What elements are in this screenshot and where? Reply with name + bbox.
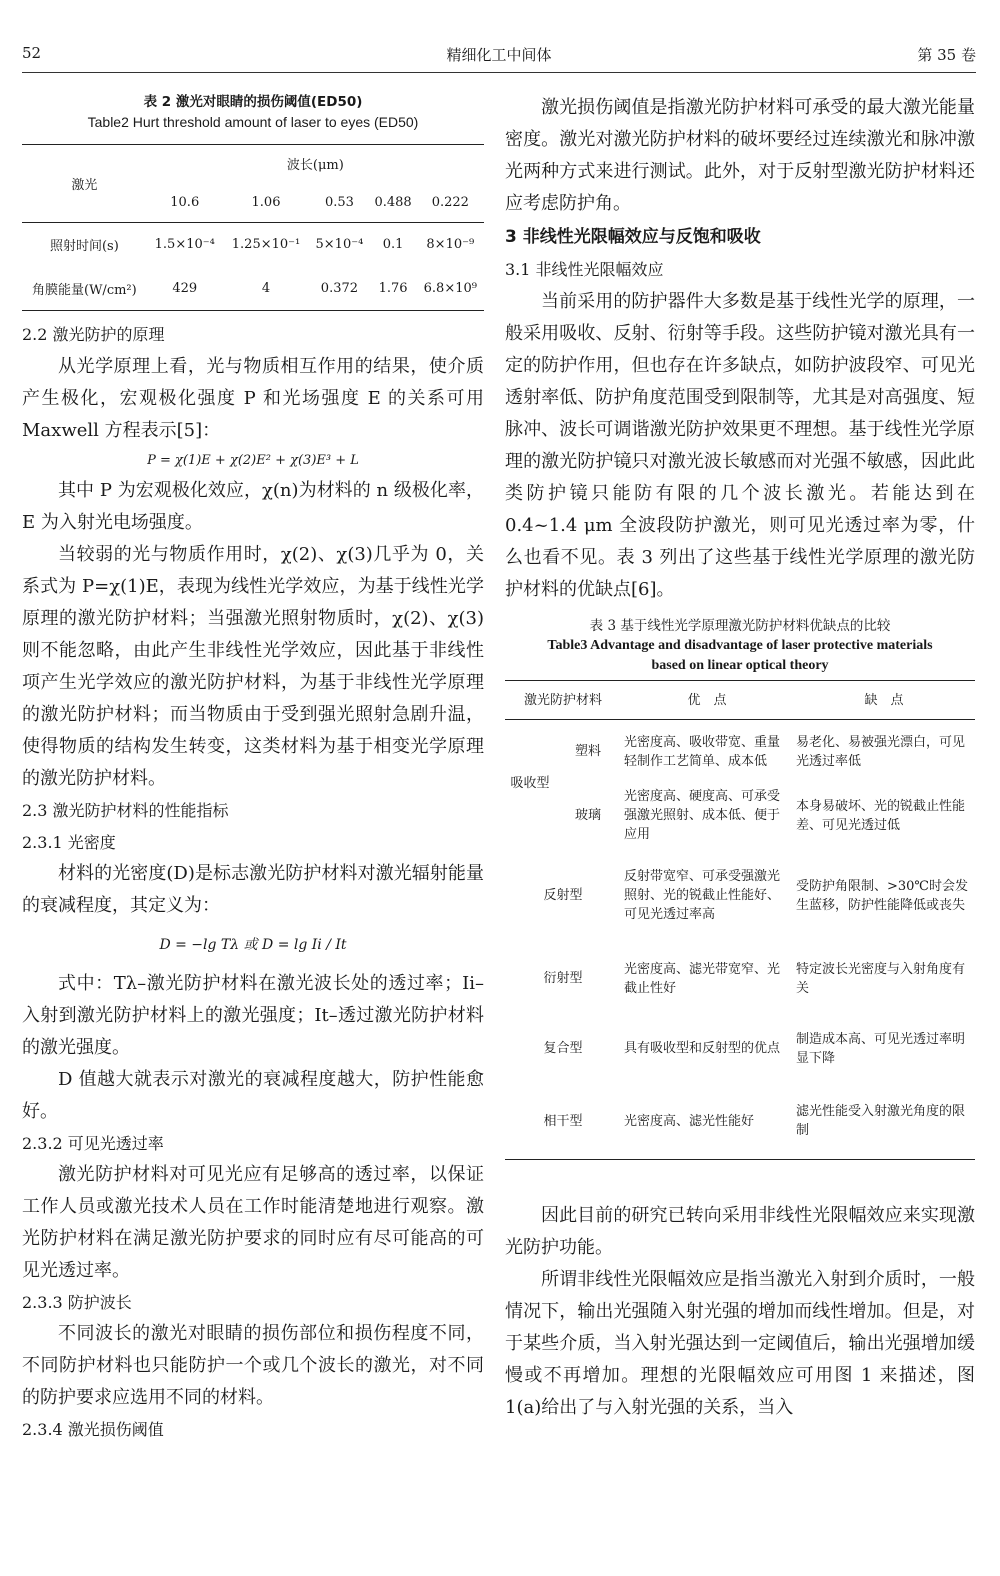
table2-row-label: 照射时间(s) <box>22 223 147 267</box>
table3-caption-en-line2: based on linear optical theory <box>651 658 829 673</box>
table2-cell: 6.8×10⁹ <box>417 267 484 311</box>
paragraph: 式中：Tλ–激光防护材料在激光波长处的透过率；Ii–入射到激光防护材料上的激光强度；It–透过激光防护材料的激光强度。 <box>22 973 484 1058</box>
section-2-3-2-title: 2.3.2 可见光透过率 <box>22 1134 164 1153</box>
table2-cell: 1.76 <box>370 267 417 311</box>
table-row <box>22 267 484 311</box>
table2-row-header: 激光 <box>22 145 147 223</box>
paragraph: 所谓非线性光限幅效应是指当激光入射到介质时，一般情况下，输出光强随入射光强的增加而线性增加。但是，对于某些介质，当入射光强达到一定阈值后，输出光强增加缓慢或不再增加。理想的光限幅效应可用图 1 来描述，图 1(a)给出了与入射光强的关系，当入 <box>505 1269 975 1418</box>
table2-wavelength: 10.6 <box>170 194 200 210</box>
table3-con: 易老化、易被强光漂白，可见光透过率低 <box>796 734 966 769</box>
table2-cell: 8×10⁻⁹ <box>417 223 484 267</box>
page-number: 52 <box>22 44 42 62</box>
table3-pro: 反射带宽窄、可承受强激光照射、光的锐截止性能好、可见光透过率高 <box>624 869 781 922</box>
paragraph: 其中 P 为宏观极化效应，χ(n)为材料的 n 级极化率，E 为入射光电场强度。 <box>22 480 484 533</box>
volume-label: 第 35 卷 <box>917 46 976 64</box>
table3-header-pro: 优 点 <box>621 681 793 720</box>
table3-con: 受防护角限制、>30℃时会发生蓝移，防护性能降低或丧失 <box>796 878 968 913</box>
table3-con: 本身易破坏、光的锐截止性能差、可见光透过低 <box>796 798 966 833</box>
table2-cell: 5×10⁻⁴ <box>309 223 369 267</box>
table2-cell: 429 <box>147 267 223 311</box>
paragraph: 从光学原理上看，光与物质相互作用的结果，使介质产生极化，宏观极化强度 P 和光场强度 E 的关系可用 Maxwell 方程表示[5]： <box>22 356 484 441</box>
section-2-3-title: 2.3 激光防护材料的性能指标 <box>22 801 229 820</box>
table3 <box>505 680 975 1160</box>
table3-con: 滤光性能受入射激光角度的限制 <box>793 1084 975 1160</box>
table3-header-material: 激光防护材料 <box>505 681 621 720</box>
table2-cell: 4 <box>223 267 309 311</box>
table3-group-absorb: 吸收型 <box>510 776 550 792</box>
paragraph: D 值越大就表示对激光的衰减程度越大，防护性能愈好。 <box>22 1069 484 1122</box>
table2-wavelength: 0.222 <box>431 194 469 210</box>
table3-material: 复合型 <box>543 1041 583 1056</box>
paragraph: 材料的光密度(D)是标志激光防护材料对激光辐射能量的衰减程度，其定义为： <box>22 863 484 916</box>
table2-row-label: 角膜能量(W/cm²) <box>22 267 147 311</box>
paragraph: 当前采用的防护器件大多数是基于线性光学的原理，一般采用吸收、反射、衍射等手段。这些防护镜对激光具有一定的防护作用，但也存在许多缺点，如防护波段窄、可见光透射率低、防护角度范围受到限制等，尤其是对高强度、短脉冲、波长可调谐激光防护效果更不理想。基于线性光学原理的激光防护镜只对激光波长敏感而对光强不敏感，因此此类防护镜只能防有限的几个波长激光。若能达到在 0.4~1.4 μm 全波段防护激光，则可见光透过率为零，什么也看不见。表 3 列出了这些基于线性光学原理的激光防护材料的优缺点[6]。 <box>505 291 975 600</box>
section-3-1-title: 3.1 非线性光限幅效应 <box>505 260 664 279</box>
running-header <box>22 44 976 70</box>
table-row <box>505 1084 975 1160</box>
paragraph: 因此目前的研究已转向采用非线性光限幅效应来实现激光防护功能。 <box>505 1205 975 1258</box>
table3-material: 衍射型 <box>543 971 583 986</box>
right-column <box>505 92 975 1424</box>
table2 <box>22 144 484 311</box>
section-2-2-title: 2.2 激光防护的原理 <box>22 325 165 344</box>
table3-pro: 光密度高、滤光带宽窄、光截止性好 <box>624 961 781 996</box>
paragraph: 激光防护材料对可见光应有足够高的透过率，以保证工作人员或激光技术人员在工作时能清楚地进行观察。激光防护材料在满足激光防护要求的同时应有尽可能高的可见光透过率。 <box>22 1164 484 1281</box>
section-2-3-3-title: 2.3.3 防护波长 <box>22 1293 132 1312</box>
table2-wavelength: 0.53 <box>324 194 354 210</box>
table2-caption-cn: 表 2 激光对眼睛的损伤阈值(ED50) <box>143 94 363 110</box>
table-row <box>505 720 975 784</box>
table2-cell: 1.25×10⁻¹ <box>223 223 309 267</box>
formula-optical-density: D = −lg Tλ 或 D = lg Ii / It <box>159 937 347 953</box>
table3-caption-en-line1: Table3 Advantage and disadvantage of laser protective materials <box>547 638 933 653</box>
paragraph: 激光损伤阈值是指激光防护材料可承受的最大激光能量密度。激光对激光防护材料的破坏要经过连续激光和脉冲激光两种方式来进行测试。此外，对于反射型激光防护材料还应考虑防护角。 <box>505 97 975 214</box>
table2-cell: 1.5×10⁻⁴ <box>147 223 223 267</box>
table-row <box>505 784 975 848</box>
table-row <box>22 223 484 267</box>
table3-pro: 光密度高、硬度高、可承受强激光照射、成本低、便于应用 <box>624 789 781 842</box>
table2-wavelength: 0.488 <box>374 194 412 210</box>
table3-caption-cn: 表 3 基于线性光学原理激光防护材料优缺点的比较 <box>589 618 891 634</box>
formula-polarization: P = χ(1)E + χ(2)E² + χ(3)E³ + L <box>147 453 359 468</box>
section-2-3-1-title: 2.3.1 光密度 <box>22 833 116 852</box>
table3-header-con: 缺 点 <box>793 681 975 720</box>
table2-group-header: 波长(μm) <box>147 145 484 183</box>
table2-wavelength: 1.06 <box>251 194 281 210</box>
table-row <box>505 944 975 1014</box>
table3-material: 相干型 <box>505 1084 621 1160</box>
table3-material: 反射型 <box>543 888 583 903</box>
paragraph: 当较弱的光与物质作用时，χ(2)、χ(3)几乎为 0，关系式为 P=χ(1)E，表现为线性光学效应，为基于线性光学原理的激光防护材料；当强激光照射物质时，χ(2)、χ(3)则不能忽略，由此产生非线性光学效应，因此基于非线性项产生光学效应的激光防护材料，为基于非线性光学原理的激光防护材料；而当物质由于受到强光照射急剧升温，使得物质的结构发生转变，这类材料为基于相变光学原理的激光防护材料。 <box>22 544 484 789</box>
journal-title: 精细化工中间体 <box>446 46 552 64</box>
table2-cell: 0.1 <box>370 223 417 267</box>
table3-pro: 光密度高、滤光性能好 <box>621 1084 793 1160</box>
table3-pro: 具有吸收型和反射型的优点 <box>624 1041 781 1056</box>
table3-material: 塑料 <box>574 744 601 760</box>
table3-pro: 光密度高、吸收带宽、重量轻制作工艺简单、成本低 <box>624 734 781 769</box>
left-column <box>22 92 484 1445</box>
table2-cell: 0.372 <box>309 267 369 311</box>
table2-caption-en: Table2 Hurt threshold amount of laser to eyes (ED50) <box>87 114 419 130</box>
table3-con: 制造成本高、可见光透过率明显下降 <box>796 1031 966 1066</box>
section-2-3-4-title: 2.3.4 激光损伤阈值 <box>22 1420 164 1439</box>
table3-con: 特定波长光密度与入射角度有关 <box>796 961 966 996</box>
table-row <box>505 1014 975 1084</box>
section-3-title: 3 非线性光限幅效应与反饱和吸收 <box>505 227 761 247</box>
table-row <box>505 848 975 944</box>
header-rule <box>22 72 976 73</box>
table3-material: 玻璃 <box>574 808 601 823</box>
paragraph: 不同波长的激光对眼睛的损伤部位和损伤程度不同，不同防护材料也只能防护一个或几个波长的激光，对不同的防护要求应选用不同的材料。 <box>22 1323 484 1408</box>
